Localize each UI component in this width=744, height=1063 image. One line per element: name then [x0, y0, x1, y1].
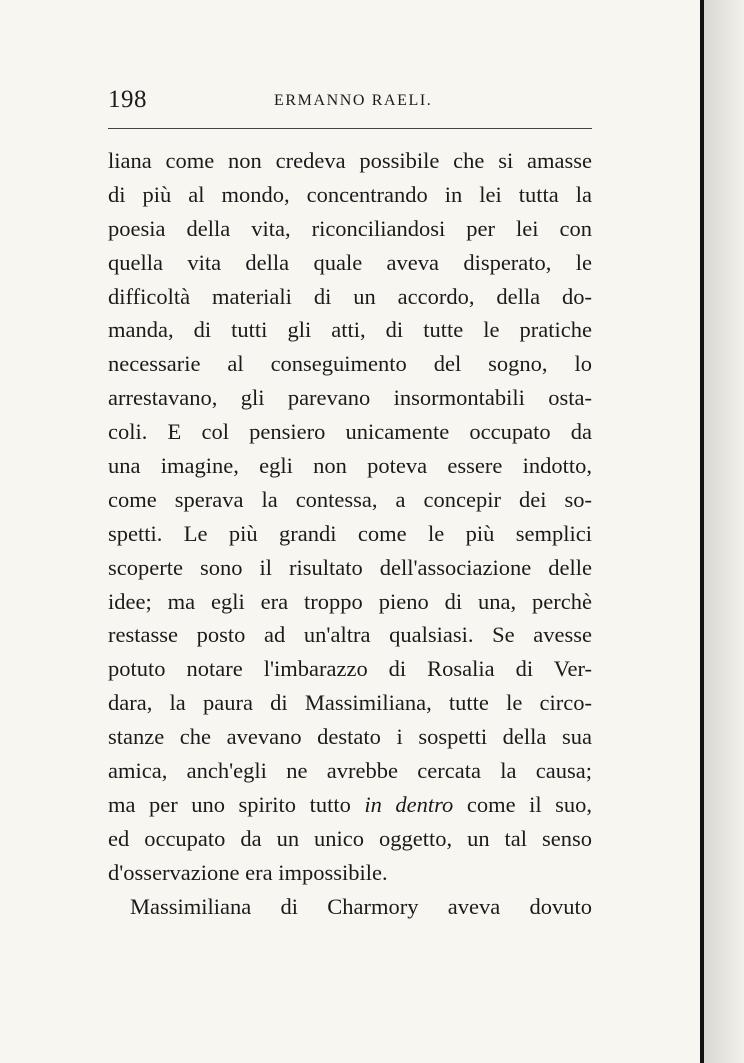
page-number: 198	[108, 86, 147, 113]
text-line: poesia della vita, riconciliandosi per lei con	[108, 215, 592, 241]
header-rule	[108, 128, 592, 129]
text-segment: ma per uno spirito tutto	[108, 791, 351, 817]
text-line: potuto notare l'imbarazzo di Rosalia di Ver-	[108, 656, 592, 682]
text-line: ed occupato da un unico oggetto, un tal senso	[108, 825, 592, 851]
text-line: quella vita della quale aveva disperato, le	[108, 249, 592, 275]
text-line: scoperte sono il risultato dell'associazione delle	[108, 554, 592, 580]
paragraph-first-line: Massimiliana di Charmory aveva dovuto	[130, 893, 592, 919]
text-line: amica, anch'egli ne avrebbe cercata la causa;	[108, 758, 592, 784]
text-line: di più al mondo, concentrando in lei tutta la	[108, 181, 592, 207]
text-line: restasse posto ad un'altra qualsiasi. Se avesse	[108, 622, 592, 648]
body-text	[108, 144, 592, 923]
text-segment: come il suo,	[466, 791, 592, 817]
text-line: necessarie al conseguimento del sogno, lo	[108, 351, 592, 377]
text-line: stanze che avevano destato i sospetti della sua	[108, 724, 592, 750]
italic-phrase: in dentro	[364, 791, 454, 817]
text-line-with-italic	[108, 788, 592, 822]
text-line: manda, di tutti gli atti, di tutte le pratiche	[108, 317, 592, 343]
facing-page-margin	[704, 0, 744, 1063]
text-line: dara, la paura di Massimiliana, tutte le circo-	[108, 690, 592, 716]
text-line: coli. E col pensiero unicamente occupato da	[108, 419, 592, 445]
page-header	[108, 84, 592, 118]
text-line: arrestavano, gli parevano insormontabili osta-	[108, 385, 592, 411]
running-title: ERMANNO RAELI.	[274, 92, 433, 109]
text-line: come sperava la contessa, a concepir dei so-	[108, 486, 592, 512]
text-line: liana come non credeva possibile che si amasse	[108, 148, 592, 173]
text-line: idee; ma egli era troppo pieno di una, perchè	[108, 588, 592, 614]
text-line: una imagine, egli non poteva essere indotto,	[108, 453, 592, 479]
text-line: difficoltà materiali di un accordo, della do-	[108, 283, 592, 309]
text-line: spetti. Le più grandi come le più semplici	[108, 520, 592, 546]
text-line: d'osservazione era impossibile.	[108, 859, 388, 885]
